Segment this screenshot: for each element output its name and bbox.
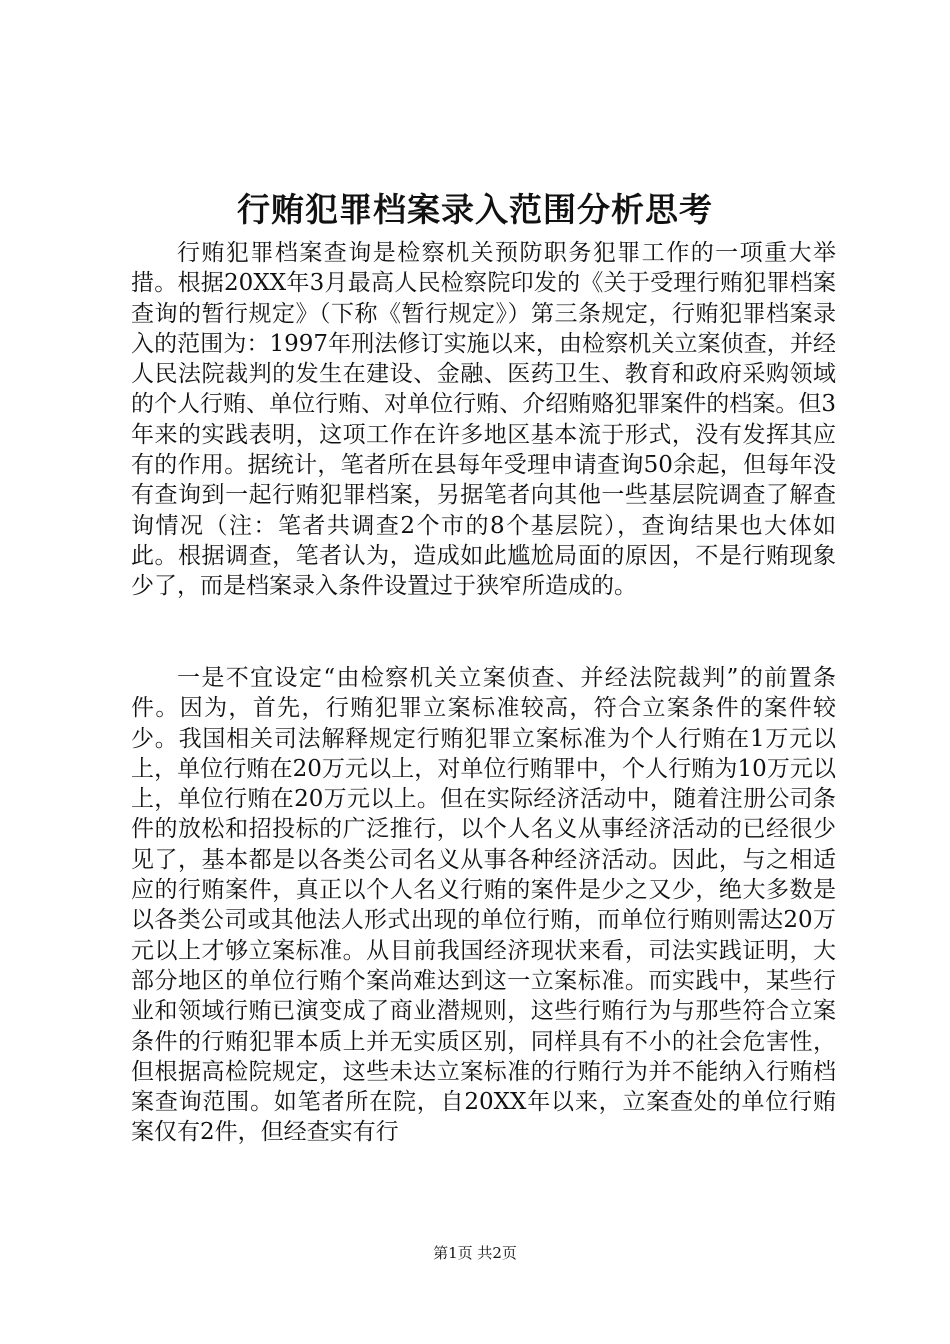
document-title: 行贿犯罪档案录入范围分析思考: [237, 190, 713, 229]
paragraph-1: 行贿犯罪档案查询是检察机关预防职务犯罪工作的一项重大举措。根据20XX年3月最高人民检察院印发的《关于受理行贿犯罪档案查询的暂行规定》（下称《暂行规定》）第三条规定，行贿犯罪档案录入的范围为：1997年刑法修订实施以来，由检察机关立案侦查，并经人民法院裁判的发生在建设、金融、医药卫生、教育和政府采购领域的个人行贿、单位行贿、对单位行贿、介绍贿赂犯罪案件的档案。但3年来的实践表明，这项工作在许多地区基本流于形式，没有发挥其应有的作用。据统计，笔者所在县每年受理申请查询50余起，但每年没有查询到一起行贿犯罪档案，另据笔者向其他一些基层院调查了解查询情况（注：笔者共调查2个市的8个基层院），查询结果也大体如此。根据调查，笔者认为，造成如此尴尬局面的原因，不是行贿现象少了，而是档案录入条件设置过于狭窄所造成的。: [131, 240, 836, 600]
paragraph-2: 一是不宜设定“由检察机关立案侦查、并经法院裁判”的前置条件。因为，首先，行贿犯罪立案标准较高，符合立案条件的案件较少。我国相关司法解释规定行贿犯罪立案标准为个人行贿在1万元以上，单位行贿在20万元以上，对单位行贿罪中，个人行贿为10万元以上，单位行贿在20万元以上。但在实际经济活动中，随着注册公司条件的放松和招投标的广泛推行，以个人名义从事经济活动的已经很少见了，基本都是以各类公司名义从事各种经济活动。因此，与之相适应的行贿案件，真正以个人名义行贿的案件是少之又少，绝大多数是以各类公司或其他法人形式出现的单位行贿，而单位行贿则需达20万元以上才够立案标准。从目前我国经济现状来看，司法实践证明，大部分地区的单位行贿个案尚难达到这一立案标准。而实践中，某些行业和领域行贿已演变成了商业潜规则，这些行贿行为与那些符合立案条件的行贿犯罪本质上并无实质区别，同样具有不小的社会危害性，但根据高检院规定，这些未达立案标准的行贿行为并不能纳入行贿档案查询范围。如笔者所在院，自20XX年以来，立案查处的单位行贿案仅有2件，但经查实有行: [131, 665, 836, 1146]
page-footer: 第1页 共2页: [433, 1244, 517, 1262]
